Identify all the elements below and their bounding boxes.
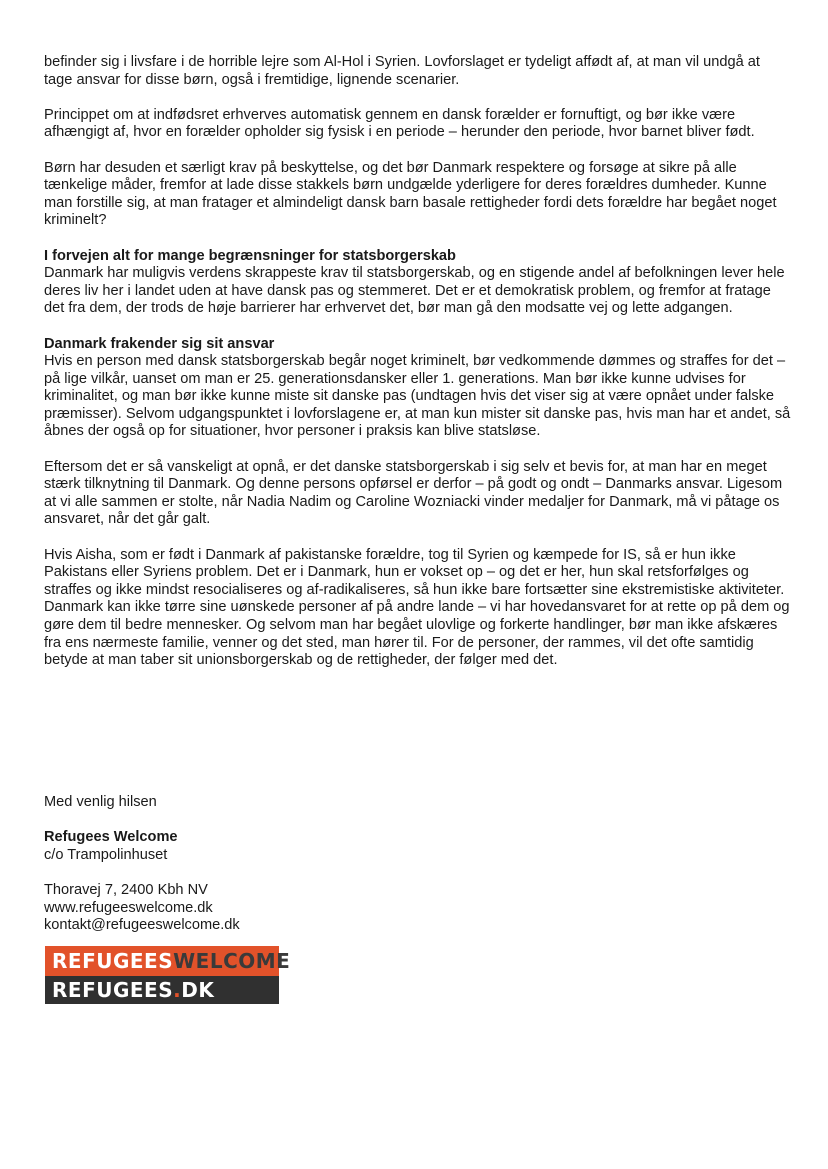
logo-text-refugees-dk: REFUGEES xyxy=(52,978,174,1002)
section-body-responsibility: Hvis en person med dansk statsborgerskab begår noget kriminelt, bør vedkommende dømmes og straffes for det – på lige vilkår, uanset om man er 25. generationsdansker eller 1. generations. Man bør ikke kunne udvises for kriminalitet, og man bør ikke kunne miste sit danske pas (undtagen hvis det viser sig at være opnået under falske præmisser). Selvom udgangspunktet i lovforslagene er, at man kun mister sit danske pas, hvis man har et andet, så åbnes der også op for situationer, hvor personer i praksis kan blive statsløse. xyxy=(44,353,791,440)
signature-email: kontakt@refugeeswelcome.dk xyxy=(44,917,240,934)
signature-address: Thoravej 7, 2400 Kbh NV xyxy=(44,881,208,898)
paragraph-responsibility-2: Eftersom det er så vanskeligt at opnå, er det danske statsborgerskab i sig selv et bevis for, at man har en meget stærk tilknytning til Danmark. Og denne persons opførsel er derfor – på godt og ondt – Danmarks ansvar. Ligesom at vi alle sammen er stolte, når Nadia Nadim og Caroline Wozniacki vinder medaljer for Danmark, må vi påtage os ansvaret, når det går galt. xyxy=(44,458,783,528)
logo-text-refugees: REFUGEES xyxy=(52,949,174,973)
closing-greeting: Med venlig hilsen xyxy=(44,794,157,810)
signature-block xyxy=(44,794,240,935)
signature-website: www.refugeeswelcome.dk xyxy=(44,899,213,916)
section-heading-restrictions: I forvejen alt for mange begrænsninger for statsborgerskab xyxy=(44,247,456,264)
refugees-welcome-logo xyxy=(45,946,291,1004)
logo-bottom-band xyxy=(45,976,279,1004)
section-heading-responsibility: Danmark frakender sig sit ansvar xyxy=(44,335,275,352)
section-body-restrictions: Danmark har muligvis verdens skrappeste krav til statsborgerskab, og en stigende andel af befolkningen lever hele deres liv her i landet uden at have dansk pas og stemmeret. Det er et demokratisk problem, og fremfor at fratage det fra dem, der trods de høje barrierer har erhvervet det, bør man gå den modsatte vej og lette adgangen. xyxy=(44,265,785,317)
signature-org-name: Refugees Welcome xyxy=(44,829,178,846)
logo-dot: . xyxy=(173,978,182,1002)
logo-top-band xyxy=(45,946,291,976)
paragraph-intro-3: Børn har desuden et særligt krav på beskyttelse, og det bør Danmark respektere og forsøge at sikre på alle tænkelige måder, fremfor at lade disse stakkels børn undgælde yderligere for deres forældres dumheder. Kunne man forstille sig, at man fratager et almindeligt dansk barn basale rettigheder fordi dets forældre har begået noget kriminelt? xyxy=(44,159,777,229)
section-responsibility xyxy=(44,336,792,442)
logo-text-dk: DK xyxy=(181,978,215,1002)
paragraph-responsibility-3: Hvis Aisha, som er født i Danmark af pakistanske forældre, tog til Syrien og kæmpede for IS, så er hun ikke Pakistans eller Syriens problem. Det er i Danmark, hun er vokset op – og det er her, hun skal retsforfølges og straffes og ikke mindst resocialiseres og af-radikaliseres, så hun ikke bare fortsætter sine ekstremistiske aktiviteter. Danmark kan ikke tørre sine uønskede personer af på andre lande – vi har hovedansvaret for at rette op på dem og gøre dem til bedre mennesker. Og selvom man har begået ulovlige og forkerte handlinger, bør man ikke afskæres fra ens nærmeste familie, venner og det sted, man hører til. For de personer, der rammes, vil det ofte samtidig betyde at man taber sit unionsborgerskab og de rettigheder, der følger med det. xyxy=(44,546,790,669)
paragraph-intro-2: Princippet om at indfødsret erhverves automatisk gennem en dansk forælder er fornuftigt, og bør ikke være afhængigt af, hvor en forælder opholder sig fysisk i en periode – herunder den periode, hvor barnet bliver født. xyxy=(44,106,755,141)
paragraph-intro-1: befinder sig i livsfare i de horrible lejre som Al-Hol i Syrien. Lovforslaget er tydeligt affødt af, at man vil undgå at tage ansvar for disse børn, også i fremtidige, lignende scenarier. xyxy=(44,54,760,88)
signature-co: c/o Trampolinhuset xyxy=(44,846,168,863)
logo-text-welcome: WELCOME xyxy=(173,949,291,973)
letter-body xyxy=(44,54,792,687)
section-restrictions xyxy=(44,248,792,318)
